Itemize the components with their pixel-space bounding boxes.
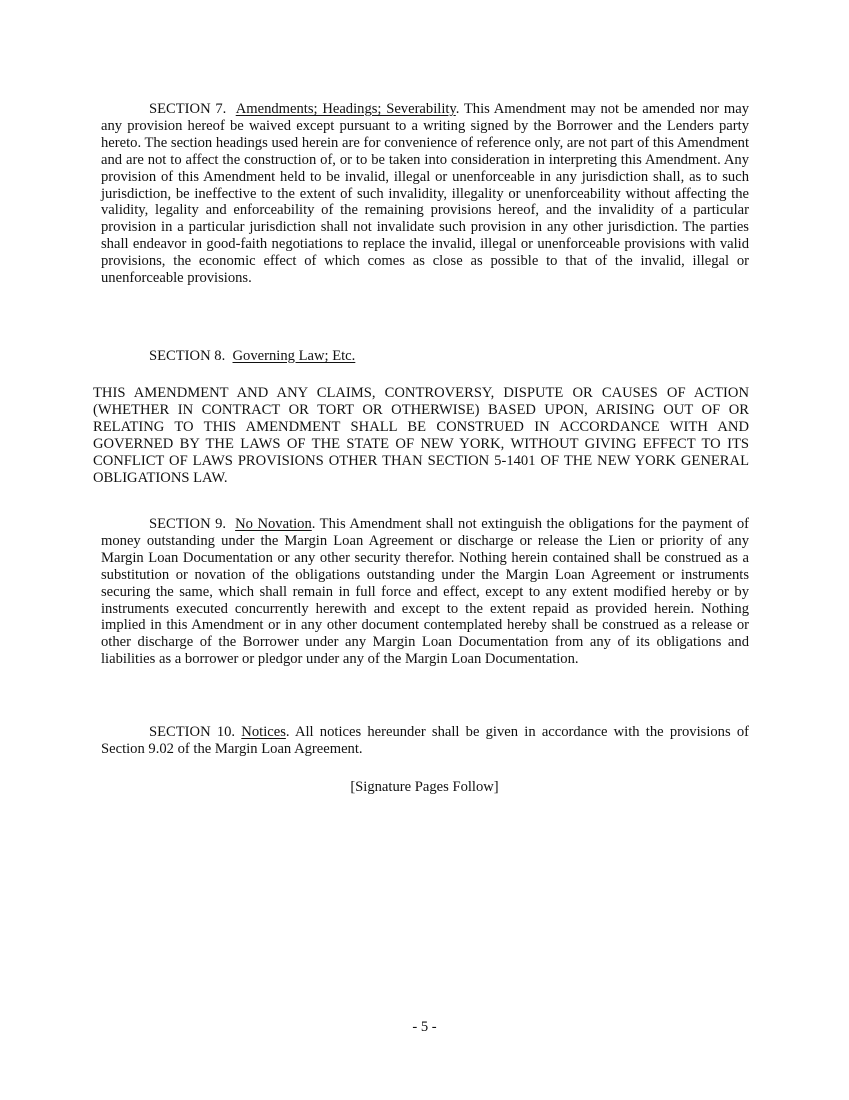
section-7-paragraph [101, 101, 749, 287]
section-9-label: SECTION 9. [149, 516, 227, 532]
section-8-heading [149, 348, 355, 365]
page-number: - 5 - [412, 1019, 437, 1035]
section-9-paragraph [101, 516, 749, 668]
section-7-body: . This Amendment may not be amended nor may any provision hereof be waived except pursuant to a writing signed by the Borrower and the Lenders party hereto. The section headings used herein are for convenience of reference only, are not part of this Amendment and are not to affect the construction of, or to be taken into consideration in interpreting this Amendment. Any provision of this Amendment held to be invalid, illegal or unenforceable in any jurisdiction shall, as to such jurisdiction, be ineffective to the extent of such invalidity, illegality or unenforceability without affecting the validity, legality and enforceability of the remaining provisions hereof, and the invalidity of a particular provision in a particular jurisdiction shall not invalidate such provision in any other jurisdiction. The parties shall endeavor in good-faith negotiations to replace the invalid, illegal or unenforceable provisions with valid provisions, the economic effect of which comes as close as possible to that of the invalid, illegal or unenforceable provisions. [101, 101, 749, 287]
section-7-label: SECTION 7. [149, 101, 227, 117]
section-8-title: Governing Law; Etc. [232, 348, 356, 364]
section-10-body: . All notices hereunder shall be given in accordance with the provisions of Section 9.02 of the Margin Loan Agreement. [101, 724, 750, 757]
section-8-body: THIS AMENDMENT AND ANY CLAIMS, CONTROVERSY, DISPUTE OR CAUSES OF ACTION (WHETHER IN CONTRACT OR TORT OR OTHERWISE) BASED UPON, ARISING OUT OF OR RELATING TO THIS AMENDMENT SHALL BE CONSTRUED IN ACCORDANCE WITH AND GOVERNED BY THE LAWS OF THE STATE OF NEW YORK, WITHOUT GIVING EFFECT TO ITS CONFLICT OF LAWS PROVISIONS OTHER THAN SECTION 5-1401 OF THE NEW YORK GENERAL OBLIGATIONS LAW. [93, 385, 749, 486]
section-9-title: No Novation [235, 516, 312, 532]
section-10-label: SECTION 10. [149, 724, 236, 740]
section-10-title: Notices [241, 724, 286, 740]
section-9-body: . This Amendment shall not extinguish the obligations for the payment of money outstanding under the Margin Loan Agreement or discharge or release the Lien or priority of any Margin Loan Documentation or any other security therefor. Nothing herein contained shall be construed as a substitution or novation of the obligations outstanding under the Margin Loan Agreement or instruments securing the same, which shall remain in full force and effect, except to any extent modified hereby or by instruments executed concurrently herewith and except to the extent repaid as provided herein. Nothing implied in this Amendment or in any other document contemplated hereby shall be construed as a release or other discharge of the Borrower under any Margin Loan Documentation from any of its obligations and liabilities as a borrower or pledgor under any of the Margin Loan Documentation. [101, 516, 750, 668]
section-10-paragraph [101, 724, 749, 758]
signature-pages-note: [Signature Pages Follow] [350, 779, 499, 795]
section-8-label: SECTION 8. [149, 348, 226, 364]
section-7-title: Amendments; Headings; Severability [235, 101, 456, 117]
